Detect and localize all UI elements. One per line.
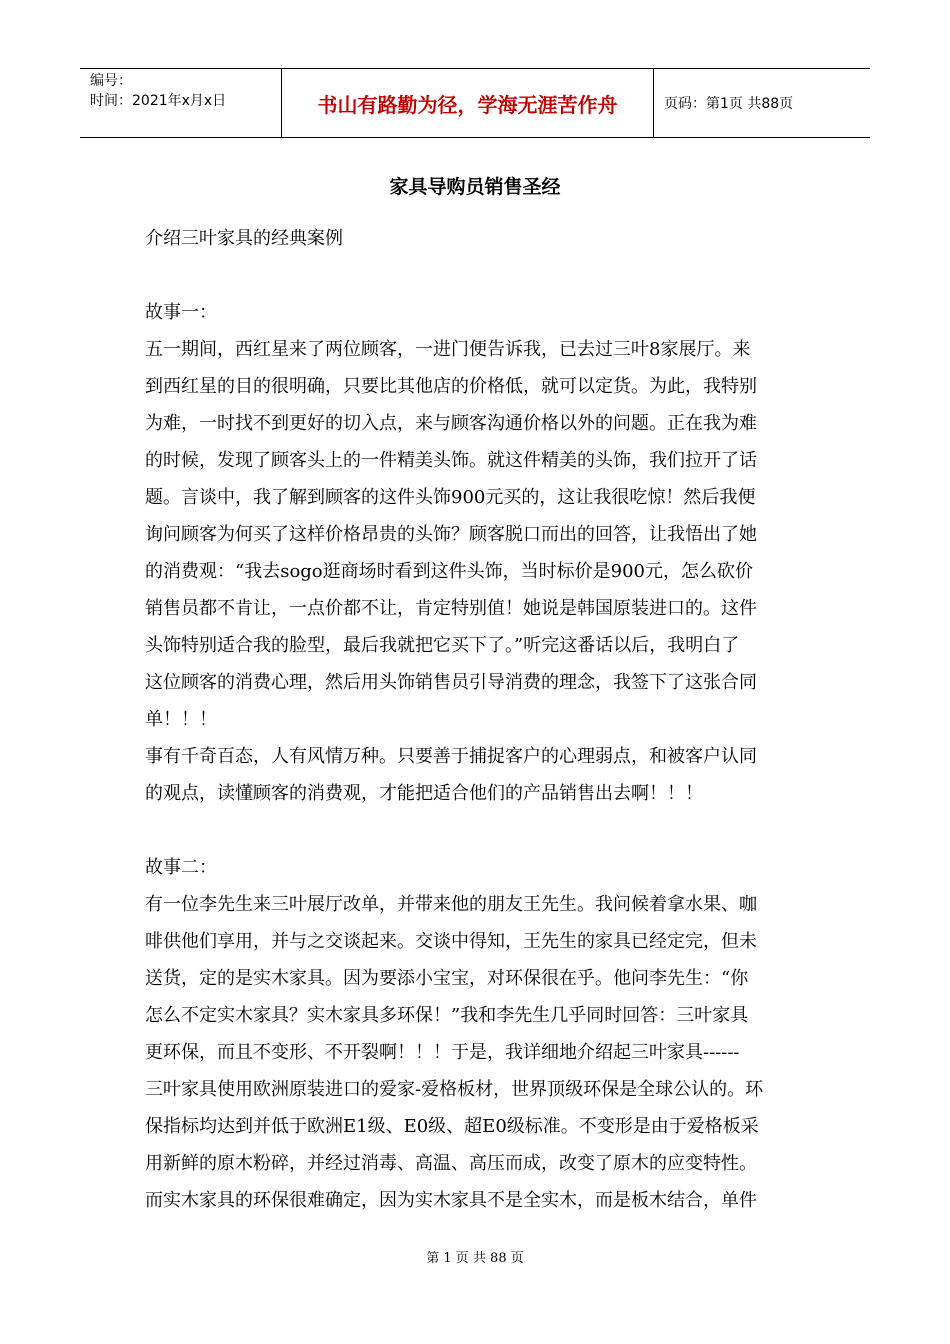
text-line: 的时候，发现了顾客头上的一件精美头饰。就这件精美的头饰，我们拉开了话: [145, 450, 757, 471]
text-line: 销售员都不肯让，一点价都不让，肯定特别值！她说是韩国原装进口的。这件: [145, 598, 757, 619]
motto-text: 书山有路勤为径，学海无涯苦作舟: [317, 92, 618, 117]
text-line: 这位顾客的消费心理，然后用头饰销售员引导消费的理念，我签下了这张合同: [145, 672, 757, 693]
text-line: 题。言谈中，我了解到顾客的这件头饰900元买的，这让我很吃惊！然后我便: [145, 487, 756, 508]
header-table: [80, 68, 870, 138]
text-line: 保指标均达到并低于欧洲E1级、E0级、超E0级标准。不变形是由于爱格板采: [145, 1116, 759, 1137]
text-line: 事有千奇百态，人有风情万种。只要善于捕捉客户的心理弱点，和被客户认同: [145, 746, 757, 767]
story1-paragraph-2: [145, 738, 805, 812]
text-line: 单！！！: [145, 709, 217, 730]
number-label: 编号：: [90, 73, 132, 89]
intro-line: 介绍三叶家具的经典案例: [145, 228, 343, 249]
page-info: 页码：第1页 共88页: [664, 96, 794, 112]
story2-paragraph-1: [145, 886, 805, 1219]
time-label: 时间：2021年x月x日: [90, 93, 227, 109]
text-line: 头饰特别适合我的脸型，最后我就把它买下了。”听完这番话以后，我明白了: [145, 635, 740, 656]
document-title: 家具导购员销售圣经: [389, 176, 561, 198]
story2-heading: 故事二：: [145, 857, 217, 878]
text-line: 五一期间，西红星来了两位顾客，一进门便告诉我，已去过三叶8家展厅。来: [145, 339, 751, 360]
header-meta-cell: [80, 69, 282, 137]
text-line: 用新鲜的原木粉碎，并经过消毒、高温、高压而成，改变了原木的应变特性。: [145, 1153, 757, 1174]
document-body: [145, 220, 805, 1219]
text-line: 询问顾客为何买了这样价格昂贵的头饰？顾客脱口而出的回答，让我悟出了她: [145, 524, 757, 545]
story1-heading: 故事一：: [145, 302, 217, 323]
text-line: 怎么不定实木家具？实木家具多环保！”我和李先生几乎同时回答：三叶家具: [145, 1005, 749, 1026]
text-line: 有一位李先生来三叶展厅改单，并带来他的朋友王先生。我问候着拿水果、咖: [145, 894, 757, 915]
text-line: 的观点，读懂顾客的消费观，才能把适合他们的产品销售出去啊！！！: [145, 783, 703, 804]
text-line: 为难，一时找不到更好的切入点，来与顾客沟通价格以外的问题。正在我为难: [145, 413, 757, 434]
text-line: 送货，定的是实木家具。因为要添小宝宝，对环保很在乎。他问李先生：“你: [145, 968, 749, 989]
header-motto-cell: [282, 69, 654, 137]
text-line: 更环保，而且不变形、不开裂啊！！！于是，我详细地介绍起三叶家具------: [145, 1042, 740, 1063]
text-line: 的消费观：“我去sogo逛商场时看到这件头饰，当时标价是900元，怎么砍价: [145, 561, 753, 582]
text-line: 而实木家具的环保很难确定，因为实木家具不是全实木，而是板木结合，单件: [145, 1190, 757, 1211]
text-line: 三叶家具使用欧洲原装进口的爱家-爱格板材，世界顶级环保是全球公认的。环: [145, 1079, 764, 1100]
story1-paragraph-1: [145, 331, 805, 738]
page-footer: 第 1 页 共 88 页: [426, 1251, 524, 1266]
text-line: 到西红星的目的很明确，只要比其他店的价格低，就可以定货。为此，我特别: [145, 376, 757, 397]
header-page-cell: [654, 69, 870, 137]
text-line: 啡供他们享用，并与之交谈起来。交谈中得知，王先生的家具已经定完，但未: [145, 931, 757, 952]
